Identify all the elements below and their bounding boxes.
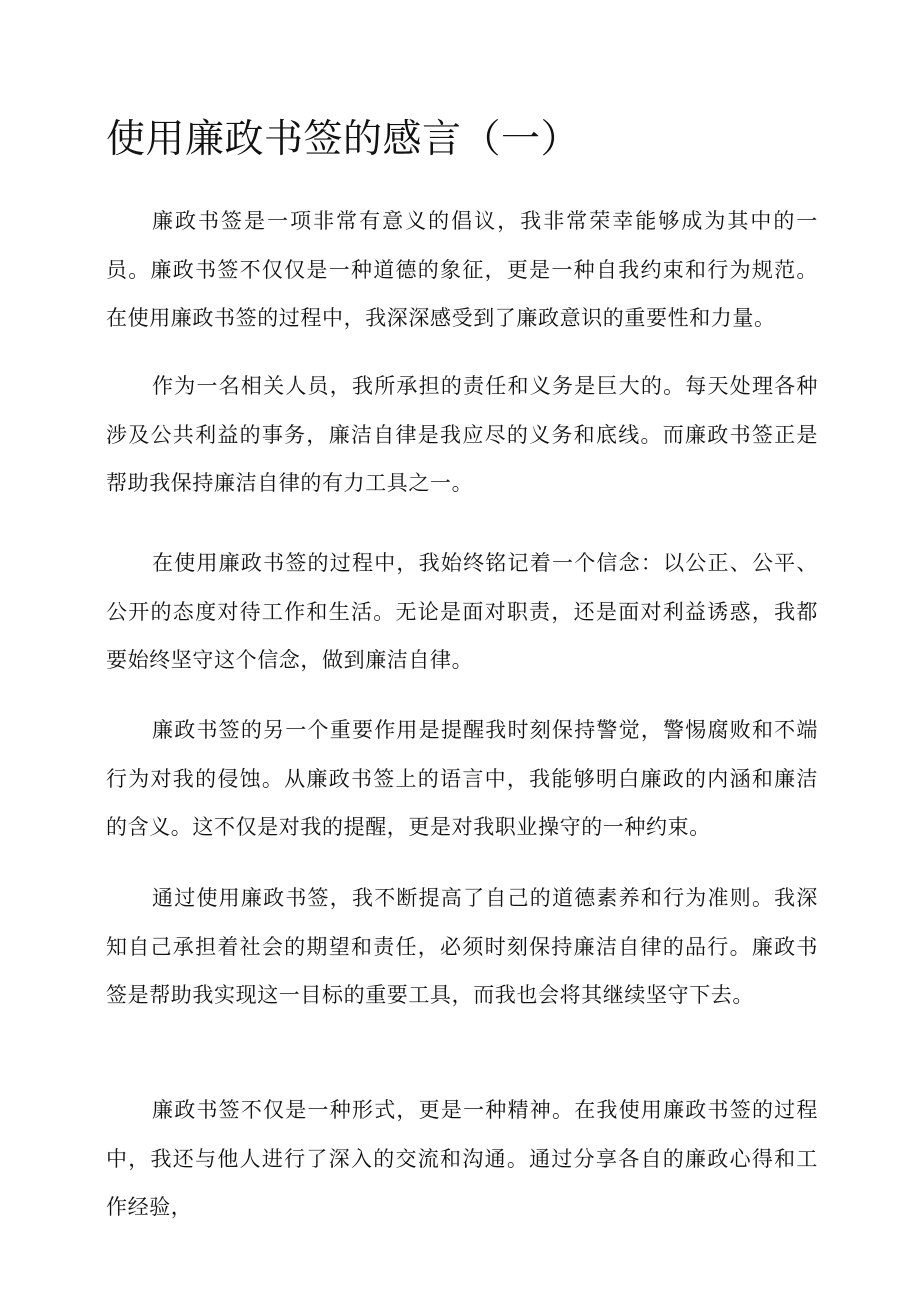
paragraph: 廉政书签的另一个重要作用是提醒我时刻保持警觉，警惕腐败和不端行为对我的侵蚀。从廉政书签上的语言中，我能够明白廉政的内涵和廉洁的含义。这不仅是对我的提醒，更是对我职业操守的一种约束。 [106, 718, 818, 839]
paragraph: 通过使用廉政书签，我不断提高了自己的道德素养和行为准则。我深知自己承担着社会的期望和责任，必须时刻保持廉洁自律的品行。廉政书签是帮助我实现这一目标的重要工具，而我也会将其继续坚守下去。 [106, 886, 818, 1007]
page-title: 使用廉政书签的感言（一） [106, 117, 581, 162]
paragraph: 在使用廉政书签的过程中，我始终铭记着一个信念：以公正、公平、公开的态度对待工作和生活。无论是面对职责，还是面对利益诱惑，我都要始终坚守这个信念，做到廉洁自律。 [106, 551, 818, 672]
paragraph: 廉政书签不仅是一种形式，更是一种精神。在我使用廉政书签的过程中，我还与他人进行了深入的交流和沟通。通过分享各自的廉政心得和工作经验， [106, 1098, 818, 1219]
paragraph: 作为一名相关人员，我所承担的责任和义务是巨大的。每天处理各种涉及公共利益的事务，廉洁自律是我应尽的义务和底线。而廉政书签正是帮助我保持廉洁自律的有力工具之一。 [106, 374, 818, 495]
paragraph: 廉政书签是一项非常有意义的倡议，我非常荣幸能够成为其中的一员。廉政书签不仅仅是一种道德的象征，更是一种自我约束和行为规范。在使用廉政书签的过程中，我深深感受到了廉政意识的重要性和力量。 [106, 209, 818, 330]
